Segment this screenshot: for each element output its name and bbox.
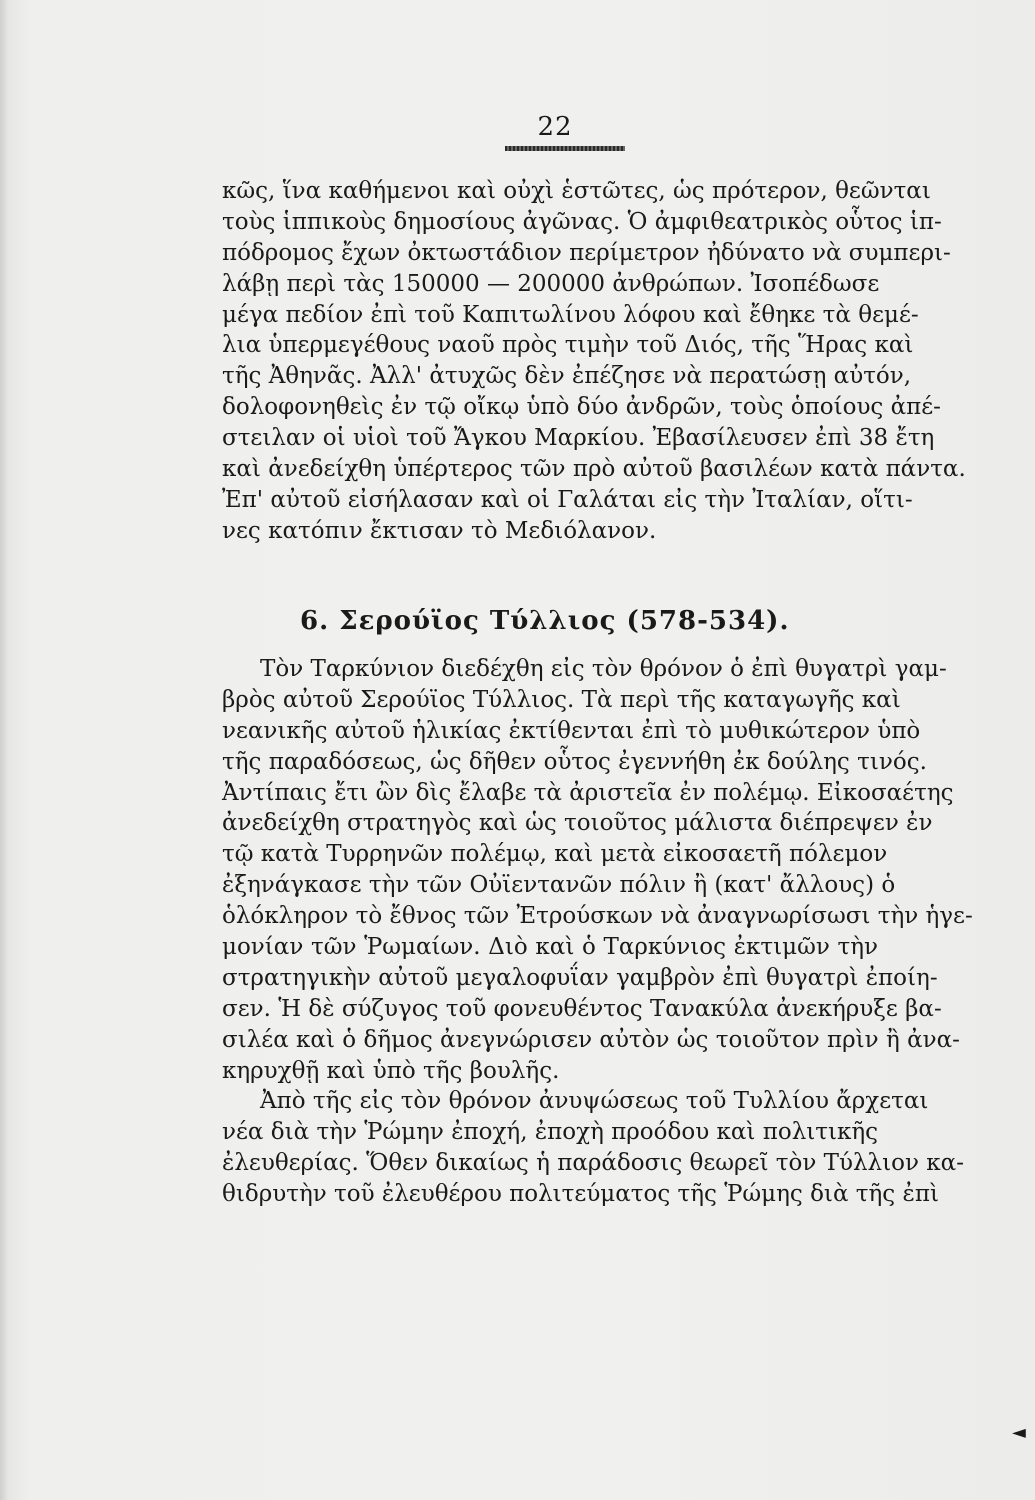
text-line: δολοφονηθεὶς ἐν τῷ οἴκῳ ὑπὸ δύο ἀνδρῶν, τοὺς ὁποίους ἀπέ-	[222, 394, 941, 421]
text-line: λάβῃ περὶ τὰς 150000 — 200000 ἀνθρώπων. Ἰσοπέδωσε	[222, 270, 880, 297]
text-line: καὶ ἀνεδείχθη ὑπέρτερος τῶν πρὸ αὐτοῦ βασιλέων κατὰ πάντα.	[222, 456, 966, 483]
text-line: βρὸς αὐτοῦ Σερούϊος Τύλλιος. Τὰ περὶ τῆς καταγωγῆς καὶ	[222, 686, 901, 713]
page-number: 22	[537, 112, 573, 142]
text-line: Ἀντίπαις ἔτι ὢν δὶς ἔλαβε τὰ ἀριστεῖα ἐν πολέμῳ. Εἰκοσαέτης	[222, 779, 954, 806]
text-line: ἐλευθερίας. Ὅθεν δικαίως ἡ παράδοσις θεωρεῖ τὸν Τύλλιον κα-	[222, 1150, 964, 1177]
section-heading: 6. Σερούϊος Τύλλιος (578-534).	[300, 606, 790, 636]
text-line: σιλέα καὶ ὁ δῆμος ἀνεγνώρισεν αὐτὸν ὡς τοιοῦτον πρὶν ἢ ἀνα-	[222, 1026, 960, 1053]
text-line: μονίαν τῶν Ῥωμαίων. Διὸ καὶ ὁ Ταρκύνιος ἐκτιμῶν τὴν	[222, 934, 878, 961]
text-line: σεν. Ἡ δὲ σύζυγος τοῦ φονευθέντος Τανακύλα ἀνεκήρυξε βα-	[222, 995, 942, 1022]
text-line: νέα διὰ τὴν Ῥώμην ἐποχή, ἐποχὴ προόδου καὶ πολιτικῆς	[222, 1119, 879, 1146]
header-ornament-rule	[505, 146, 625, 151]
text-line: Ἐπ' αὐτοῦ εἰσήλασαν καὶ οἱ Γαλάται εἰς τὴν Ἰταλίαν, οἵτι-	[222, 486, 913, 513]
section-body	[222, 654, 973, 1210]
text-line: τῆς παραδόσεως, ὡς δῆθεν οὗτος ἐγεννήθη ἐκ δούλης τινός.	[222, 748, 927, 775]
continued-paragraph	[222, 176, 966, 547]
text-line: ἐξηνάγκασε τὴν τῶν Οὐϊεντανῶν πόλιν ἢ (κατ' ἄλλους) ὁ	[222, 872, 896, 899]
text-line: νες κατόπιν ἔκτισαν τὸ Μεδιόλανον.	[222, 517, 657, 544]
text-line: στειλαν οἱ υἱοὶ τοῦ Ἄγκου Μαρκίου. Ἐβασίλευσεν ἐπὶ 38 ἔτη	[222, 425, 935, 452]
text-line: ὁλόκληρον τὸ ἔθνος τῶν Ἐτρούσκων νὰ ἀναγνωρίσωσι τὴν ἡγε-	[222, 903, 973, 930]
text-line: τῆς Ἀθηνᾶς. Ἀλλ' ἀτυχῶς δὲν ἐπέζησε νὰ περατώσῃ αὐτόν,	[222, 363, 912, 390]
text-line: λια ὑπερμεγέθους ναοῦ πρὸς τιμὴν τοῦ Διός, τῆς Ἥρας καὶ	[222, 332, 914, 359]
text-line: τοὺς ἱππικοὺς δημοσίους ἀγῶνας. Ὁ ἀμφιθεατρικὸς οὗτος ἱπ-	[222, 208, 942, 235]
text-line: πόδρομος ἔχων ὀκτωστάδιον περίμετρον ἠδύνατο νὰ συμπερι-	[222, 239, 951, 266]
text-line: στρατηγικὴν αὐτοῦ μεγαλοφυΐαν γαμβρὸν ἐπὶ θυγατρὶ ἐποίη-	[222, 964, 938, 991]
text-line: κῶς, ἵνα καθήμενοι καὶ οὐχὶ ἑστῶτες, ὡς πρότερον, θεῶνται	[222, 178, 931, 204]
text-line: μέγα πεδίον ἐπὶ τοῦ Καπιτωλίνου λόφου καὶ ἔθηκε τὰ θεμέ-	[222, 301, 919, 328]
page-edge-shadow	[0, 0, 8, 1500]
margin-arrow-mark: ◄	[1012, 1422, 1026, 1443]
text-line: θιδρυτὴν τοῦ ἐλευθέρου πολιτεύματος τῆς Ῥώμης διὰ τῆς ἐπὶ	[222, 1181, 939, 1208]
text-line: Ἀπὸ τῆς εἰς τὸν θρόνον ἀνυψώσεως τοῦ Τυλλίου ἄρχεται	[260, 1088, 929, 1115]
text-line: ἀνεδείχθη στρατηγὸς καὶ ὡς τοιοῦτος μάλιστα διέπρεψεν ἐν	[222, 810, 933, 837]
text-line: νεανικῆς αὐτοῦ ἡλικίας ἐκτίθενται ἐπὶ τὸ μυθικώτερον ὑπὸ	[222, 717, 921, 744]
text-line: κηρυχθῇ καὶ ὑπὸ τῆς βουλῆς.	[222, 1057, 560, 1084]
text-line: Τὸν Ταρκύνιον διεδέχθη εἰς τὸν θρόνον ὁ ἐπὶ θυγατρὶ γαμ-	[260, 656, 947, 682]
text-line: τῷ κατὰ Τυρρηνῶν πολέμῳ, καὶ μετὰ εἰκοσαετῆ πόλεμον	[222, 841, 888, 868]
